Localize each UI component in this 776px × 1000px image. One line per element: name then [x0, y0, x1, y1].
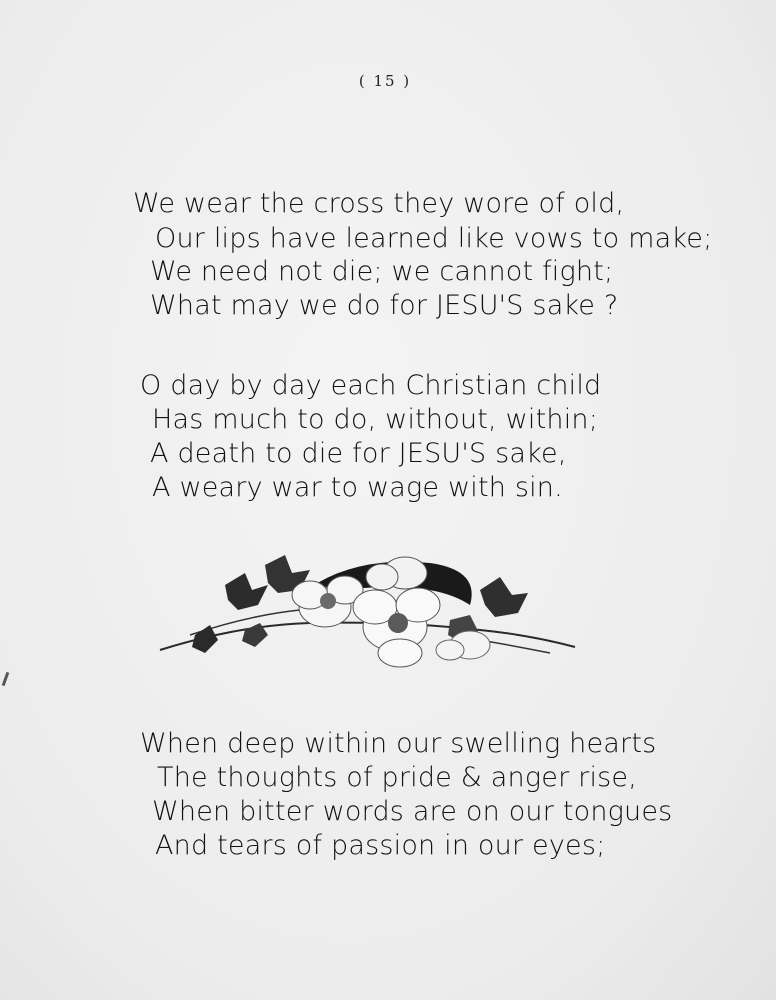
stanza-3-line-1: When deep within our swelling hearts: [140, 728, 657, 759]
stanza-1-line-1: We wear the cross they wore of old,: [133, 188, 625, 219]
page-edge-mark: [2, 672, 10, 686]
stanza-2-line-3: A death to die for JESU'S sake,: [150, 438, 567, 469]
stanza-1-line-3: We need not die; we cannot fight;: [150, 256, 614, 287]
stanza-1-line-2: Our lips have learned like vows to make;: [155, 223, 713, 254]
flower-spray-icon: [150, 535, 590, 685]
page-number: ( 15 ): [358, 72, 412, 90]
stanza-2-line-1: O day by day each Christian child: [140, 370, 602, 401]
stanza-2-line-4: A weary war to wage with sin.: [152, 472, 563, 503]
stanza-1-line-4: What may we do for JESU'S sake ?: [150, 290, 619, 321]
stanza-3-line-2: The thoughts of pride & anger rise,: [157, 762, 638, 793]
stanza-3-line-3: When bitter words are on our tongues: [152, 796, 673, 827]
stanza-3-line-4: And tears of passion in our eyes;: [155, 830, 606, 861]
stanza-2-line-2: Has much to do, without, within;: [152, 404, 599, 435]
